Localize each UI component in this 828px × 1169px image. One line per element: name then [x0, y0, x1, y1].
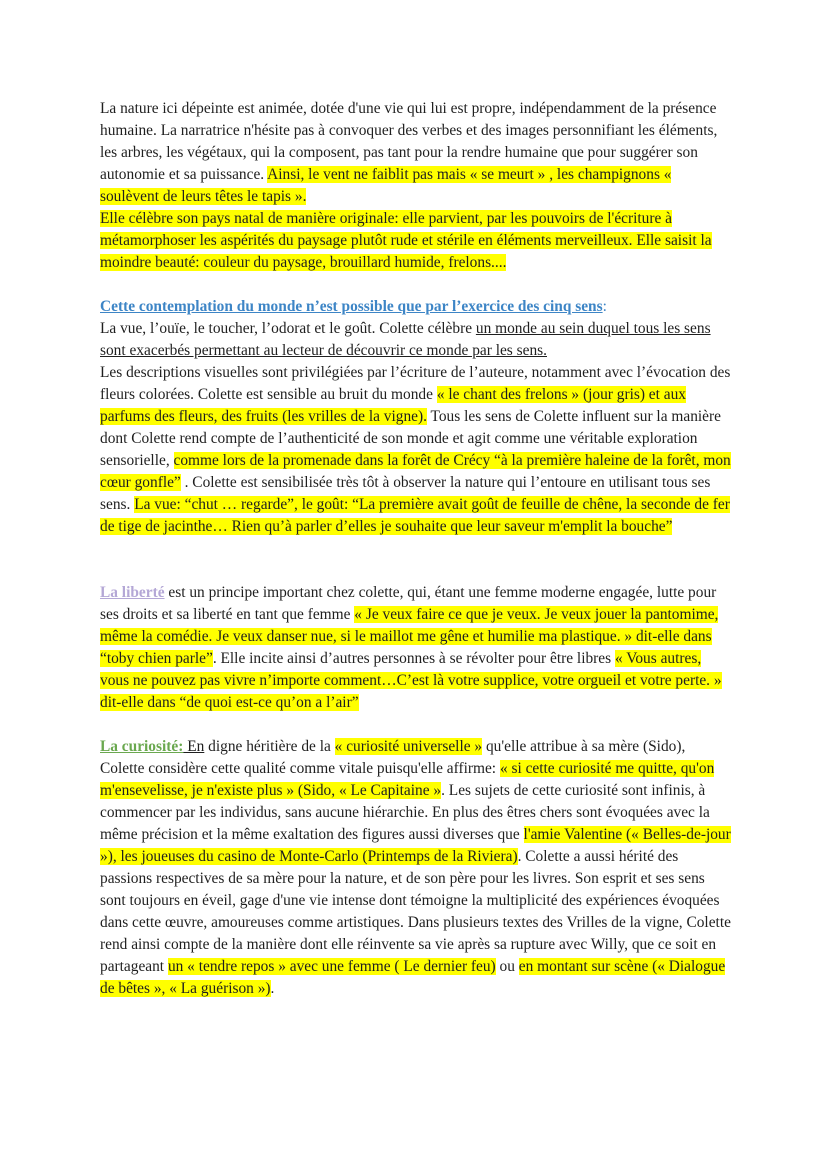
body-text: . Elle incite ainsi d’autres personnes à se révolter pour être libres [212, 650, 615, 667]
highlighted-text: Elle célèbre son pays natal de manière originale: elle parvient, par les pouvoirs de l'écriture à métamorphoser les aspérités du paysage plutôt rude et stérile en éléments merveilleux. Elle saisit la moindre beauté: couleur du paysage, brouillard humide, frelons.... [100, 210, 712, 271]
body-text: . Colette est sensibilisée très tôt à observer la nature qui l’entoure en utilisant tous ses sens. [100, 474, 711, 513]
body-text: Les descriptions visuelles sont privilégiées par l’écriture de l’auteure, notamment avec l’évocation des fleurs colorées. Colette est sensible au bruit du monde [100, 364, 731, 403]
paragraph-liberty [100, 582, 732, 714]
highlighted-quote: « Vous autres, vous ne pouvez pas vivre n’importe comment…C’est là votre supplice, votre orgueil et votre perte. » dit-elle dans “de quoi est-ce qu’on a l’air” [100, 650, 722, 711]
body-text: qu'elle attribue à sa mère (Sido), Colette considère cette qualité comme vitale puisqu'elle affirme: [100, 738, 686, 777]
body-text: digne héritière de la [204, 738, 335, 755]
paragraph-curiosity [100, 736, 732, 1000]
highlighted-quote: « Je veux faire ce que je veux. Je veux jouer la pantomime, même la comédie. Je veux danser nue, si le maillot me gêne et humilie ma plastique. » dit-elle dans “toby chien parle” [100, 606, 719, 667]
paragraph-spacer [100, 714, 732, 736]
body-text: Tous les sens de Colette influent sur la manière dont Colette rend compte de l’authenticité de son monde et agit comme une véritable exploration sensorielle, [100, 408, 721, 469]
highlighted-quote: La vue: “chut … regarde”, le goût: “La première avait goût de feuille de chêne, la seconde de fer de tige de jacinthe… Rien qu’à parler d’elles je souhaite que leur saveur m'emplit la bouche” [100, 496, 730, 535]
paragraph-spacer [100, 538, 732, 582]
heading-colon: : [602, 298, 607, 315]
paragraph-nature [100, 98, 732, 274]
highlighted-quote: Ainsi, le vent ne faiblit pas mais « se meurt » , les champignons « soulèvent de leurs têtes le tapis ». [100, 166, 672, 205]
highlighted-text: en montant sur scène (« Dialogue de bêtes », « La guérison ») [100, 958, 726, 997]
paragraph-spacer [100, 274, 732, 296]
underlined-text: un monde au sein duquel tous les sens sont exacerbés permettant au lecteur de découvrir ce monde par les sens. [100, 320, 711, 359]
body-text: . Colette a aussi hérité des passions respectives de sa mère pour la nature, et de son père pour les livres. Son esprit et ses sens sont toujours en éveil, gage d'une vie intense dont témoigne la multiplicité des expériences évoquées dans cette œuvre, amoureuses comme artistiques. Dans plusieurs textes des Vrilles de la vigne, Colette rend ainsi compte de la manière dont elle réinvente sa vie après sa rupture avec Willy, que ce soit en partageant [100, 848, 731, 975]
highlighted-text: l'amie Valentine (« Belles-de-jour »), les joueuses du casino de Monte-Carlo (Printemps de la Riviera) [100, 826, 731, 865]
highlighted-quote: « le chant des frelons » (jour gris) et aux parfums des fleurs, des fruits (les vrilles de la vigne). [100, 386, 686, 425]
highlighted-text: un « tendre repos » avec une femme ( Le dernier feu) [167, 958, 496, 975]
body-text: est un principe important chez colette, qui, étant une femme moderne engagée, lutte pour ses droits et sa liberté en tant que femme [100, 584, 717, 623]
section-heading-senses: Cette contemplation du monde n’est possible que par l’exercice des cinq sens [100, 298, 603, 315]
highlighted-quote: « curiosité universelle » [334, 738, 483, 755]
underlined-text: En [183, 738, 205, 755]
body-text: La nature ici dépeinte est animée, dotée d'une vie qui lui est propre, indépendamment de la présence humaine. La narratrice n'hésite pas à convoquer des verbes et des images personnifiant les éléments, les arbres, les végétaux, qui la composent, pas tant pour la rendre humaine que pour suggérer son autonomie et sa puissance. [100, 100, 718, 183]
highlighted-quote: « si cette curiosité me quitte, qu'on m'ensevelisse, je n'existe plus » (Sido, « Le Capitaine » [100, 760, 715, 799]
paragraph-five-senses [100, 296, 732, 538]
section-heading-liberty: La liberté [100, 584, 165, 601]
body-text: . [270, 980, 275, 997]
body-text: La vue, l’ouïe, le toucher, l’odorat et le goût. Colette célèbre [100, 320, 476, 337]
highlighted-quote: comme lors de la promenade dans la forêt de Crécy “à la première haleine de la forêt, mon cœur gonfle” [100, 452, 731, 491]
body-text: ou [495, 958, 519, 975]
body-text: . Les sujets de cette curiosité sont infinis, à commencer par les individus, sans aucune hiérarchie. En plus des êtres chers sont évoquées avec la même précision et la même exaltation des figures aussi diverses que [100, 782, 710, 843]
section-heading-curiosity: La curiosité: [100, 738, 184, 755]
